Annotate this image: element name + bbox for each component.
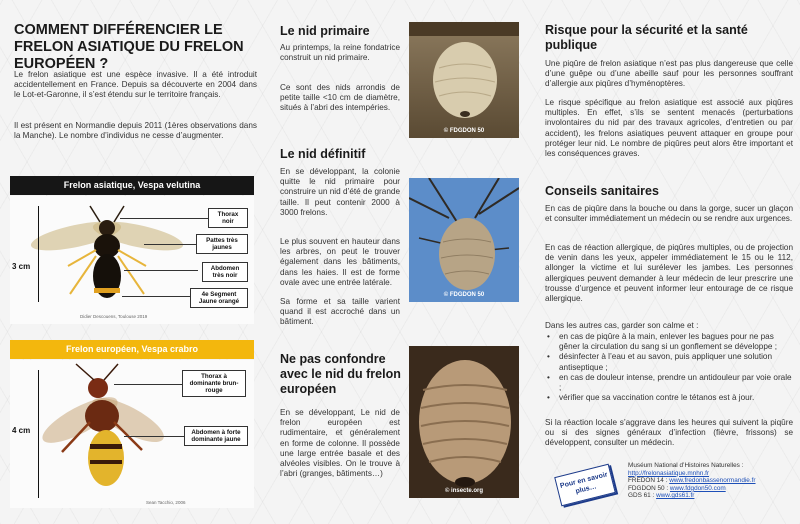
column-nests: [268, 0, 403, 524]
leader-line: [122, 296, 194, 297]
list-item: • en cas de piqûre à la main, enlever les bagues pour ne pas gêner la circulation du sang si un gonflement se développe ;: [545, 332, 793, 352]
label-thorax-brun-rouge: Thorax à dominante brun-rouge: [182, 370, 246, 397]
paragraph-nid-primaire-1: Au printemps, la reine fondatrice construit un nid primaire.: [280, 43, 400, 63]
contact-fdgdon-label: FDGDON 50 :: [628, 484, 669, 492]
intro-paragraph-2: Il est présent en Normandie depuis 2011 (1ères observations dans la Manche). Le nombre d’individus ne cesse d’augmenter.: [14, 121, 257, 141]
paragraph-ne-pas-confondre: En se développant, Le nid de frelon européen est rudimentaire, et généralement en forme de colonne. Il possède une large entrée basale et des alvéoles visibles. On le trouve à l’abri (granges, bâtiments…): [280, 408, 400, 479]
photo-nid-primaire: [409, 22, 519, 138]
link-gds[interactable]: www.gds61.fr: [656, 492, 695, 500]
paragraph-conseils-4: Si la réaction locale s’aggrave dans les heures qui suivent la piqûre ou si des signes généraux d’infection (fièvre, frissons) se développent, consulter un médecin.: [545, 418, 793, 448]
photo-copyright: © FDGDON 50: [443, 128, 485, 134]
european-size-label: 4 cm: [12, 426, 31, 435]
leader-line: [144, 244, 198, 245]
list-item: • vérifier que sa vaccination contre le tétanos est à jour.: [545, 393, 793, 403]
page-title: COMMENT DIFFÉRENCIER LE FRELON ASIATIQUE DU FRELON EUROPÉEN ?: [14, 22, 244, 72]
heading-risque-sante: Risque pour la sécurité et la santé publique: [545, 23, 748, 52]
column-health-advice: [525, 0, 800, 524]
asian-size-label: 3 cm: [12, 262, 31, 271]
heading-nid-primaire: Le nid primaire: [280, 24, 370, 38]
heading-nid-definitif: Le nid définitif: [280, 147, 366, 161]
asian-hornet-heading: Frelon asiatique, Vespa velutina: [10, 176, 254, 195]
heading-ne-pas-confondre: Ne pas confondre avec le nid du frelon européen: [280, 352, 401, 396]
paragraph-conseils-3: Dans les autres cas, garder son calme et :: [545, 321, 699, 330]
contact-fredon-label: FREDON 14 :: [628, 477, 668, 485]
label-abdomen-noir: Abdomen très noir: [202, 262, 248, 282]
label-abdomen-jaune: Abdomen à forte dominante jaune: [184, 426, 248, 446]
more-info-badge: Pour en savoir plus…: [554, 464, 616, 507]
paragraph-nid-definitif-3: Sa forme et sa taille varient quand il est accroché dans un bâtiment.: [280, 297, 400, 327]
intro-paragraph-1: Le frelon asiatique est une espèce invasive. Il a été introduit accidentellement en France. Depuis sa découverte en 2004 dans le Lot-et-Garonne, il s’est étendu sur le territoire français.: [14, 70, 257, 100]
link-fdgdon[interactable]: www.fdgdon50.com: [669, 484, 726, 492]
asian-hornet-photo: [10, 196, 254, 324]
european-nest-illustration: [409, 346, 519, 498]
paragraph-conseils-1: En cas de piqûre dans la bouche ou dans la gorge, sucer un glaçon et consulter immédiatement un médecin ou se rendre aux urgences.: [545, 204, 793, 224]
column-hornet-comparison: [0, 0, 268, 524]
contacts-block: [628, 462, 796, 500]
leader-line: [124, 270, 198, 271]
size-scale-line: [38, 370, 39, 498]
leader-line: [114, 384, 184, 385]
paragraph-conseils-2: En cas de réaction allergique, de piqûres multiples, ou de projection de venin dans les yeux, appeler immédiatement le 15 ou le 112, allonger la victime et lui surélever les jambes. Les personnes allergiques peuvent demander à leur médecin de leur prescrire une trousse d’urgence et peuvent informer leur entourage de ce risque allergique.: [545, 243, 793, 304]
label-thorax-noir: Thorax noir: [208, 208, 248, 228]
label-4e-segment: 4e Segment Jaune orangé: [190, 288, 248, 308]
leader-line: [120, 218, 210, 219]
label-pattes-jaunes: Pattes très jaunes: [196, 234, 248, 254]
list-item: • en cas de douleur intense, prendre un antidouleur par voie orale ;: [545, 373, 793, 393]
photo-copyright: © FDGDON 50: [443, 292, 485, 298]
paragraph-nid-definitif-2: Le plus souvent en hauteur dans les arbres, on peut le trouver également dans les bâtiments, dans les haies. Il est de forme ovale avec une entrée latérale.: [280, 237, 400, 287]
size-scale-line: [38, 206, 39, 302]
list-item: • désinfecter à l’eau et au savon, puis appliquer une solution antiseptique ;: [545, 352, 793, 372]
paragraph-nid-definitif-1: En se développant, la colonie quitte le nid primaire pour construire un nid d’été de grande taille. Il peut contenir 2000 à 3000 frelons.: [280, 167, 400, 217]
heading-conseils-sanitaires: Conseils sanitaires: [545, 184, 659, 198]
european-hornet-photo: [10, 360, 254, 508]
paragraph-risque-1: Une piqûre de frelon asiatique n’est pas plus dangereuse que celle d’une guêpe ou d’une abeille sauf pour les personnes souffrant d’allergie aux piqûres d’hyménoptères.: [545, 59, 793, 89]
advice-list: [545, 332, 793, 403]
european-hornet-heading: Frelon européen, Vespa crabro: [10, 340, 254, 359]
primary-nest-illustration: [409, 22, 519, 138]
paragraph-risque-2: Le risque spécifique au frelon asiatique est associé aux piqûres multiples. En effet, s’ils se sentent menacés (perturbations involontaires du nid par des travaux agricoles, d’entretien ou par accident), les frelons asiatiques peuvent attaquer en groupe pour protéger leur nid. Le nombre de piqûres peut alors être important et les conséquences graves.: [545, 98, 793, 159]
leader-line: [124, 436, 186, 437]
secondary-nest-illustration: [409, 178, 519, 302]
photo-credit: Didier Descouens, Toulouse 2019: [80, 314, 148, 319]
paragraph-nid-primaire-2: Ce sont des nids arrondis de petite taille <10 cm de diamètre, situés à l’abri des intempéries.: [280, 83, 400, 113]
link-fredon[interactable]: www.fredonbassenormandie.fr: [669, 477, 756, 485]
photo-copyright: © insecte.org: [444, 488, 484, 494]
photo-credit: Sean Tacchio, 2006: [146, 500, 186, 505]
photo-nid-definitif: [409, 178, 519, 302]
column-nest-photos: [403, 0, 525, 524]
photo-nid-frelon-europeen: [409, 346, 519, 498]
link-mnhn[interactable]: http://frelonasiatique.mnhn.fr: [628, 469, 709, 477]
contact-mnhn-label: Muséum National d’Histoires Naturelles :: [628, 462, 744, 469]
contact-gds-label: GDS 61 :: [628, 492, 655, 500]
